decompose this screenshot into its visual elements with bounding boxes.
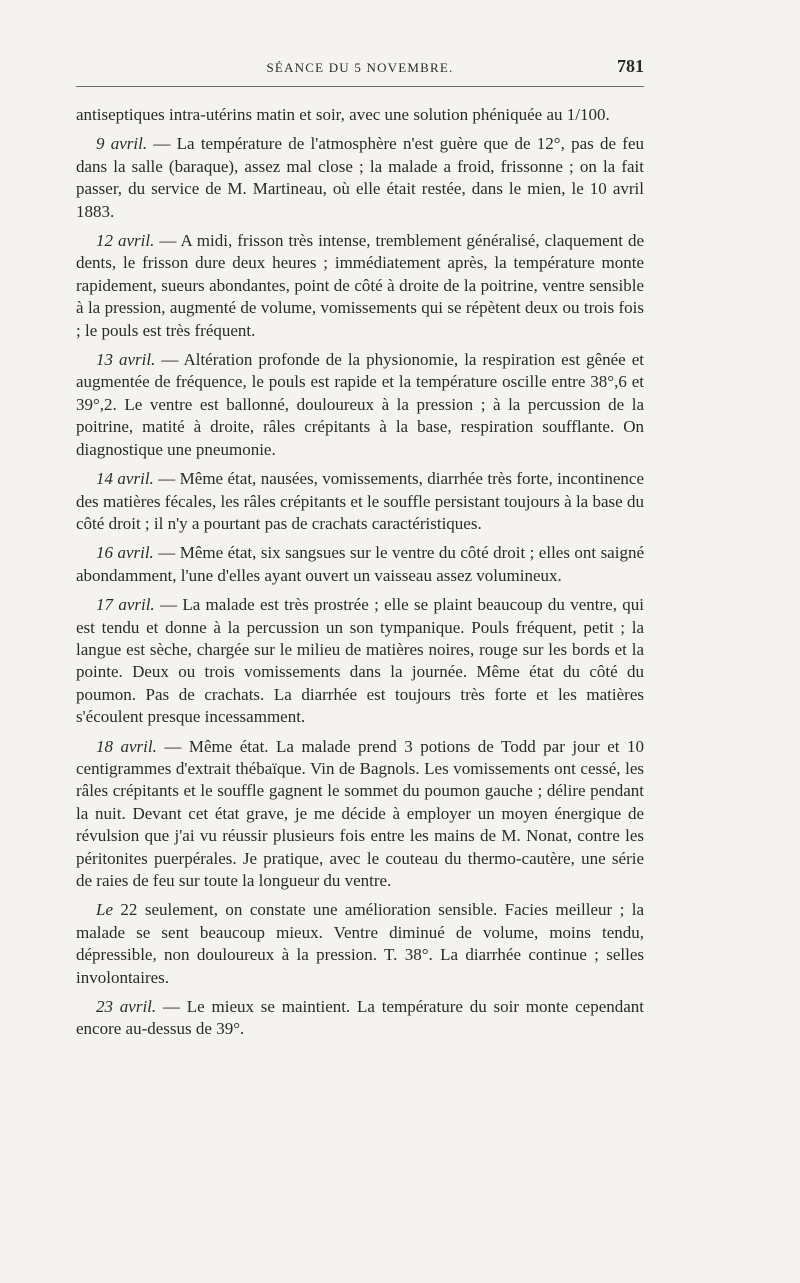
page-header xyxy=(76,56,644,84)
paragraph-date: 23 avril. xyxy=(96,997,157,1017)
paragraph-date: 9 avril. xyxy=(96,134,148,154)
paragraph xyxy=(76,230,644,342)
paragraph xyxy=(76,594,644,728)
running-title: SÉANCE DU 5 NOVEMBRE. xyxy=(266,60,454,75)
paragraph-text: 22 seulement, on constate une amélioration sensible. Facies meilleur ; la malade se sent beaucoup mieux. Ventre diminué de volume, moins tendu, dépressible, non douloureux à la pression. T. 38°. La diarrhée continue ; selles involontaires. xyxy=(76,900,644,987)
paragraph-text: — La température de l'atmosphère n'est guère que de 12°, pas de feu dans la salle (baraque), assez mal close ; la malade a froid, frissonne ; on la fait passer, du service de M. Martineau, où elle était restée, dans le mien, le 10 avril 1883. xyxy=(76,134,645,221)
paragraph xyxy=(76,996,644,1041)
paragraph xyxy=(76,899,644,989)
paragraph-text: — Même état, nausées, vomissements, diarrhée très forte, incontinence des matières fécales, les râles crépitants et le souffle persistant toujours à la base du côté droit ; il n'y a pourtant pas de crachats caractéristiques. xyxy=(76,469,644,533)
paragraph xyxy=(76,736,644,893)
paragraph-date: 13 avril. xyxy=(96,350,156,370)
paragraph xyxy=(76,349,644,461)
paragraph-text: — La malade est très prostrée ; elle se plaint beaucoup du ventre, qui est tendu et donne à la percussion un son tympanique. Pouls fréquent, petit ; la langue est sèche, chargée sur le milieu de matières noires, rouge sur les bords et la pointe. Deux ou trois vomissements dans la journée. Même état du côté du poumon. Pas de crachats. La diarrhée est toujours très forte et les matières s'écoulent presque incessamment. xyxy=(76,595,645,727)
paragraph-date: 17 avril. xyxy=(96,595,155,615)
paragraph-text: — Altération profonde de la physionomie, la respiration est gênée et augmentée de fréquence, le pouls est rapide et la température oscille entre 38°,6 et 39°,2. Le ventre est ballonné, douloureux à la pression ; à la percussion de la poitrine, matité à droite, râles crépitants à la base, respiration soufflante. On diagnostique une pneumonie. xyxy=(76,350,644,459)
paragraph-date: 14 avril. xyxy=(96,469,154,489)
paragraph xyxy=(76,104,644,126)
paragraph-text: — Même état, six sangsues sur le ventre du côté droit ; elles ont saigné abondamment, l'une d'elles ayant ouvert un vaisseau assez volumineux. xyxy=(76,543,645,585)
page-body xyxy=(76,104,644,1048)
page-number: 781 xyxy=(617,56,644,76)
paragraph-text: — Le mieux se maintient. La température du soir monte cependant encore au-dessus de 39°. xyxy=(76,997,645,1039)
paragraph xyxy=(76,542,644,587)
paragraph-text: — Même état. La malade prend 3 potions de Todd par jour et 10 centigrammes d'extrait thébaïque. Vin de Bagnols. Les vomissements ont cessé, les râles crépitants et le souffle gagnent le sommet du poumon gauche ; délire pendant la nuit. Devant cet état grave, je me décide à employer un moyen énergique de révulsion que j'ai vu réussir plusieurs fois entre les mains de M. Nonat, contre les péritonites puerpérales. Je pratique, avec le couteau du thermo-cautère, une série de raies de feu sur toute la longueur du ventre. xyxy=(76,736,645,890)
paragraph-text: antiseptiques intra-utérins matin et soir, avec une solution phéniquée au 1/100. xyxy=(76,105,610,124)
paragraph-date: 12 avril. xyxy=(96,231,155,251)
paragraph-date: Le xyxy=(96,900,113,920)
paragraph xyxy=(76,133,644,223)
paragraph-date: 18 avril. xyxy=(96,736,157,756)
paragraph-text: — A midi, frisson très intense, tremblement généralisé, claquement de dents, le frisson dure deux heures ; immédiatement après, la température monte rapidement, sueurs abondantes, point de côté à droite de la poitrine, ventre sensible à la pression, augmenté de volume, vomissements qui se répètent deux ou trois fois ; le pouls est très fréquent. xyxy=(76,231,644,340)
header-rule xyxy=(76,86,644,87)
paragraph-date: 16 avril. xyxy=(96,543,154,563)
paragraph xyxy=(76,468,644,535)
